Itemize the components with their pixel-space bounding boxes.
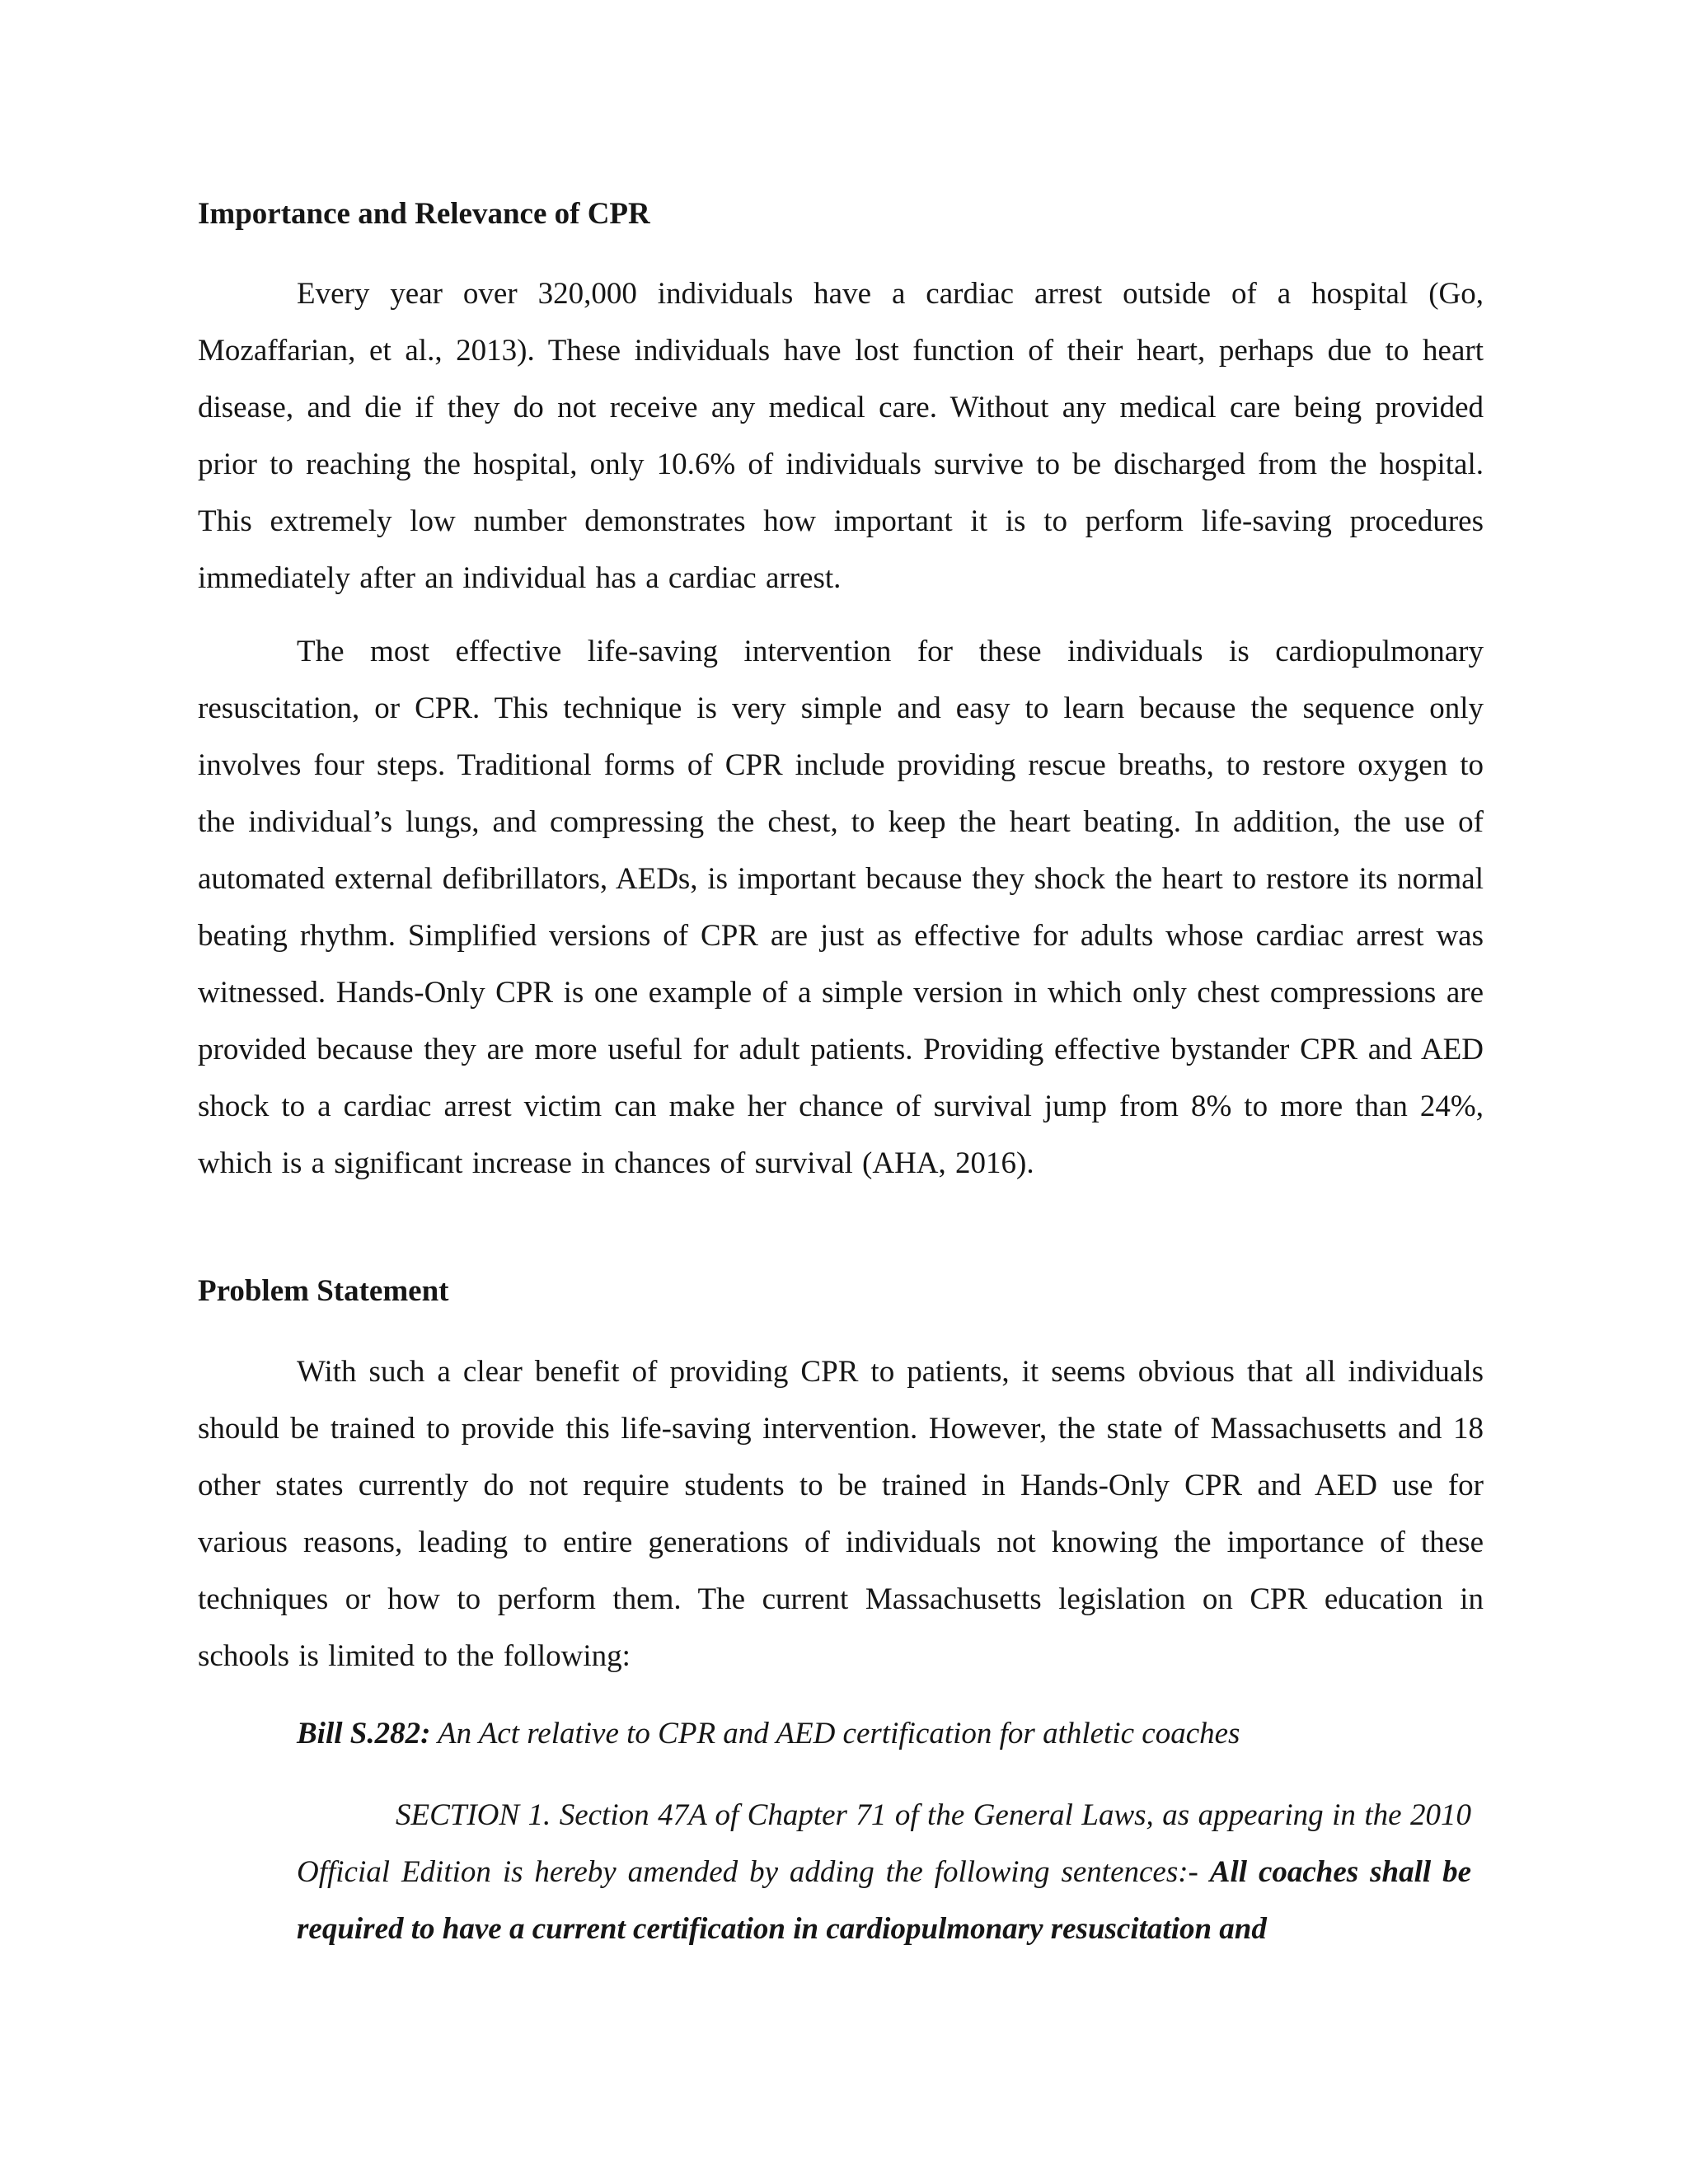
bill-section-text [297, 1787, 1471, 1957]
paragraph-problem-statement: With such a clear benefit of providing CPR to patients, it seems obvious that all individuals should be trained to provide this life-saving intervention. However, the state of Massachusetts and 18 other states currently do not require students to be trained in Hands-Only CPR and AED use for various reasons, leading to entire generations of individuals not knowing the importance of these techniques or how to perform them. The current Massachusetts legislation on CPR education in schools is limited to the following: [198, 1355, 1484, 1673]
section-heading-problem-statement: Problem Statement [198, 1274, 449, 1308]
bill-emphasized-text: All coaches shall be required to have a current certification in cardiopulmonary resuscitation and [297, 1855, 1471, 1946]
bill-title-line [297, 1716, 1240, 1752]
bill-number: Bill S.282: [297, 1717, 431, 1750]
bill-section-body: SECTION 1. Section 47A of Chapter 71 of the General Laws, as appearing in the 2010 Official Edition is hereby amended by adding the following sentences:- [297, 1798, 1471, 1889]
paragraph-cardiac-arrest-statistics: Every year over 320,000 individuals have a cardiac arrest outside of a hospital (Go, Mozaffarian, et al., 2013). These individuals have lost function of their heart, perhaps due to heart disease, and die if they do not receive any medical care. Without any medical care being provided prior to reaching the hospital, only 10.6% of individuals survive to be discharged from the hospital. This extremely low number demonstrates how important it is to perform life-saving procedures immediately after an individual has a cardiac arrest. [198, 277, 1484, 595]
paragraph-cpr-intervention: The most effective life-saving intervention for these individuals is cardiopulmonary resuscitation, or CPR. This technique is very simple and easy to learn because the sequence only involves four steps. Traditional forms of CPR include providing rescue breaths, to restore oxygen to the individual’s lungs, and compressing the chest, to keep the heart beating. In addition, the use of automated external defibrillators, AEDs, is important because they shock the heart to restore its normal beating rhythm. Simplified versions of CPR are just as effective for adults whose cardiac arrest was witnessed. Hands-Only CPR is one example of a simple version in which only chest compressions are provided because they are more useful for adult patients. Providing effective bystander CPR and AED shock to a cardiac arrest victim can make her chance of survival jump from 8% to more than 24%, which is a significant increase in chances of survival (AHA, 2016). [198, 635, 1484, 1180]
bill-title: An Act relative to CPR and AED certification for athletic coaches [438, 1717, 1240, 1750]
section-heading-importance: Importance and Relevance of CPR [198, 197, 650, 231]
